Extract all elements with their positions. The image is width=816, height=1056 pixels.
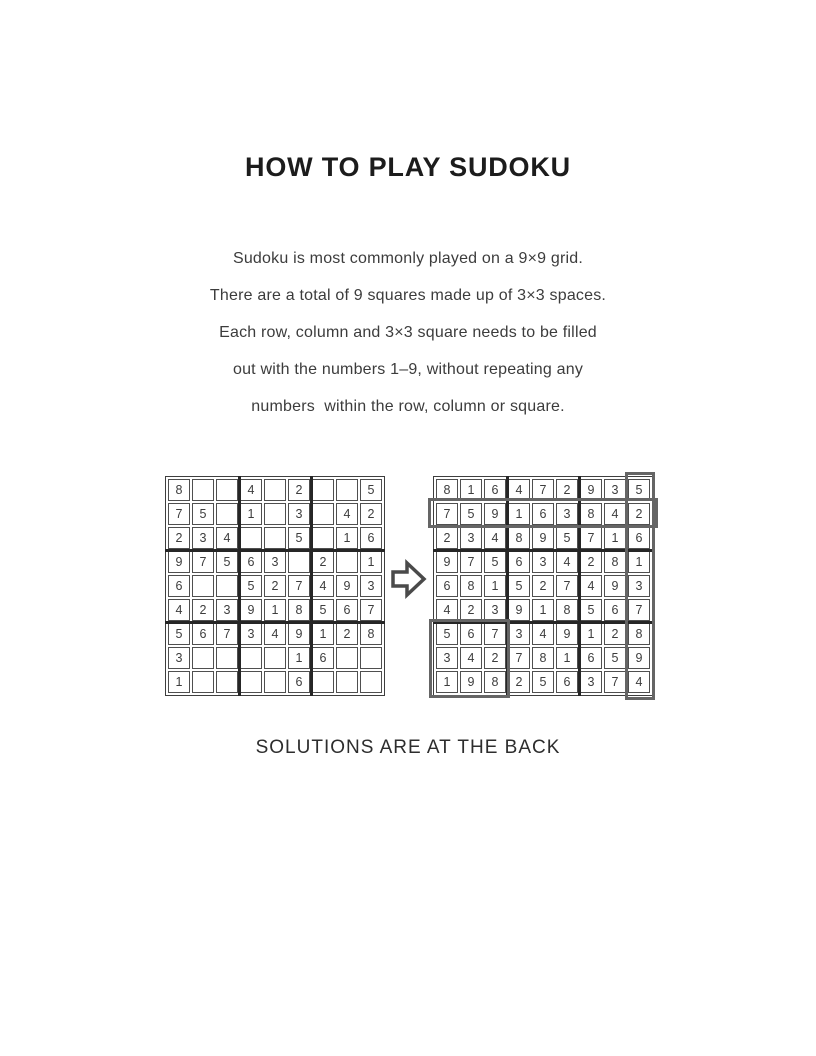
sudoku-cell: 4	[580, 575, 602, 597]
sudoku-cell: 9	[508, 599, 530, 621]
sudoku-cell	[312, 671, 334, 693]
sudoku-cell: 3	[556, 503, 578, 525]
sudoku-cell: 1	[240, 503, 262, 525]
sudoku-cell: 7	[508, 647, 530, 669]
sudoku-cell	[336, 551, 358, 573]
sudoku-cell	[312, 479, 334, 501]
intro-line: Sudoku is most commonly played on a 9×9 grid.	[232, 250, 584, 267]
sudoku-cell: 3	[168, 647, 190, 669]
sudoku-cell: 1	[556, 647, 578, 669]
intro-line: There are a total of 9 squares made up of 3×3 spaces.	[209, 287, 607, 304]
intro-line: numbers within the row, column or square.	[251, 398, 565, 415]
sudoku-cell: 6	[628, 527, 650, 549]
sudoku-cell: 5	[168, 623, 190, 645]
solution-grid	[433, 476, 653, 696]
sudoku-cell: 5	[216, 551, 238, 573]
block-separator	[433, 549, 653, 552]
sudoku-cell: 8	[580, 503, 602, 525]
sudoku-cell: 6	[192, 623, 214, 645]
sudoku-cell: 2	[556, 479, 578, 501]
sudoku-cell: 9	[604, 575, 626, 597]
sudoku-cell: 5	[484, 551, 506, 573]
sudoku-cell: 5	[604, 647, 626, 669]
sudoku-cell	[360, 647, 382, 669]
sudoku-cell: 6	[360, 527, 382, 549]
sudoku-cell: 2	[168, 527, 190, 549]
sudoku-cell: 7	[484, 623, 506, 645]
sudoku-cell: 4	[216, 527, 238, 549]
sudoku-cell	[192, 671, 214, 693]
sudoku-cell	[312, 527, 334, 549]
sudoku-cell: 5	[312, 599, 334, 621]
sudoku-cell: 8	[168, 479, 190, 501]
sudoku-cell: 6	[240, 551, 262, 573]
sudoku-cell	[216, 671, 238, 693]
sudoku-cell: 5	[556, 527, 578, 549]
sudoku-cell: 8	[460, 575, 482, 597]
block-separator	[578, 476, 581, 696]
intro-paragraph	[0, 240, 816, 425]
sudoku-cell: 5	[436, 623, 458, 645]
sudoku-cell: 6	[484, 479, 506, 501]
intro-line: Each row, column and 3×3 square needs to be filled	[219, 324, 597, 341]
sudoku-cell: 7	[288, 575, 310, 597]
sudoku-cell: 1	[336, 527, 358, 549]
sudoku-cell: 3	[360, 575, 382, 597]
sudoku-cell: 7	[628, 599, 650, 621]
sudoku-cell	[216, 575, 238, 597]
sudoku-cell: 4	[240, 479, 262, 501]
sudoku-cell: 1	[604, 527, 626, 549]
sudoku-cell: 5	[360, 479, 382, 501]
sudoku-cell: 5	[580, 599, 602, 621]
sudoku-cell: 3	[580, 671, 602, 693]
sudoku-cell: 6	[580, 647, 602, 669]
sudoku-cell: 1	[288, 647, 310, 669]
sudoku-cell: 7	[216, 623, 238, 645]
sudoku-cell: 1	[264, 599, 286, 621]
sudoku-cell: 3	[604, 479, 626, 501]
sudoku-cell: 8	[288, 599, 310, 621]
sudoku-cell: 8	[604, 551, 626, 573]
sudoku-cell: 1	[580, 623, 602, 645]
sudoku-cell: 4	[532, 623, 554, 645]
sudoku-cell: 2	[436, 527, 458, 549]
sudoku-cell: 5	[460, 503, 482, 525]
sudoku-cell: 8	[508, 527, 530, 549]
sudoku-cell: 2	[312, 551, 334, 573]
block-separator	[506, 476, 509, 696]
sudoku-cell: 9	[460, 671, 482, 693]
sudoku-cell: 5	[532, 671, 554, 693]
sudoku-cell: 2	[288, 479, 310, 501]
sudoku-cell: 5	[240, 575, 262, 597]
block-separator	[310, 476, 313, 696]
sudoku-cell: 6	[556, 671, 578, 693]
sudoku-cell: 1	[312, 623, 334, 645]
sudoku-cell: 9	[240, 599, 262, 621]
sudoku-cell: 7	[168, 503, 190, 525]
sudoku-cell	[192, 575, 214, 597]
sudoku-cell: 1	[168, 671, 190, 693]
sudoku-cell: 6	[168, 575, 190, 597]
sudoku-cell: 7	[556, 575, 578, 597]
sudoku-cell: 9	[532, 527, 554, 549]
sudoku-cell: 9	[168, 551, 190, 573]
sudoku-cell: 2	[604, 623, 626, 645]
arrow-icon	[390, 557, 428, 601]
sudoku-cell: 8	[436, 479, 458, 501]
footer-note: SOLUTIONS ARE AT THE BACK	[255, 737, 561, 758]
sudoku-cell	[240, 671, 262, 693]
sudoku-cell: 3	[532, 551, 554, 573]
sudoku-cell: 2	[580, 551, 602, 573]
sudoku-cell: 4	[336, 503, 358, 525]
sudoku-cell: 5	[288, 527, 310, 549]
sudoku-cell	[288, 551, 310, 573]
sudoku-cell: 5	[628, 479, 650, 501]
sudoku-cell: 9	[436, 551, 458, 573]
sudoku-cell	[216, 647, 238, 669]
sudoku-cell: 6	[288, 671, 310, 693]
sudoku-cell: 8	[628, 623, 650, 645]
sudoku-cell: 1	[460, 479, 482, 501]
intro-line: out with the numbers 1–9, without repeating any	[232, 361, 584, 378]
sudoku-cell: 6	[312, 647, 334, 669]
sudoku-cell: 3	[216, 599, 238, 621]
sudoku-cell: 7	[460, 551, 482, 573]
sudoku-cell: 2	[508, 671, 530, 693]
sudoku-cell	[216, 503, 238, 525]
block-separator	[165, 621, 385, 624]
sudoku-cell: 7	[604, 671, 626, 693]
sudoku-cell	[264, 527, 286, 549]
sudoku-cell: 1	[532, 599, 554, 621]
puzzle-grid	[165, 476, 385, 696]
sudoku-cell: 6	[508, 551, 530, 573]
sudoku-cell: 4	[168, 599, 190, 621]
sudoku-cell: 3	[264, 551, 286, 573]
sudoku-cell	[264, 479, 286, 501]
sudoku-cell	[312, 503, 334, 525]
sudoku-cell: 9	[556, 623, 578, 645]
sudoku-cell: 3	[192, 527, 214, 549]
sudoku-cell: 4	[460, 647, 482, 669]
sudoku-cell	[264, 671, 286, 693]
sudoku-cell: 3	[460, 527, 482, 549]
sudoku-cell: 4	[264, 623, 286, 645]
sudoku-cell: 4	[436, 599, 458, 621]
sudoku-cell	[216, 479, 238, 501]
sudoku-cell	[192, 479, 214, 501]
sudoku-cell: 2	[532, 575, 554, 597]
sudoku-cell: 4	[312, 575, 334, 597]
sudoku-cell: 9	[484, 503, 506, 525]
sudoku-cell: 7	[532, 479, 554, 501]
sudoku-cell	[264, 503, 286, 525]
sudoku-cell: 2	[460, 599, 482, 621]
sudoku-cell	[336, 479, 358, 501]
sudoku-cell: 6	[436, 575, 458, 597]
sudoku-cell: 3	[288, 503, 310, 525]
sudoku-cell: 3	[436, 647, 458, 669]
sudoku-cell: 1	[436, 671, 458, 693]
sudoku-cell: 8	[360, 623, 382, 645]
sudoku-cell: 8	[532, 647, 554, 669]
sudoku-cell	[336, 647, 358, 669]
sudoku-cell: 2	[264, 575, 286, 597]
sudoku-cell: 1	[508, 503, 530, 525]
sudoku-cell: 6	[532, 503, 554, 525]
sudoku-cell: 6	[604, 599, 626, 621]
sudoku-cell: 2	[628, 503, 650, 525]
sudoku-cell: 4	[508, 479, 530, 501]
sudoku-cell: 3	[628, 575, 650, 597]
sudoku-cell	[240, 527, 262, 549]
sudoku-cell: 9	[288, 623, 310, 645]
sudoku-cell	[336, 671, 358, 693]
sudoku-cell	[264, 647, 286, 669]
sudoku-cell: 7	[192, 551, 214, 573]
sudoku-cell: 5	[508, 575, 530, 597]
sudoku-cell: 6	[336, 599, 358, 621]
sudoku-cell: 1	[484, 575, 506, 597]
page-title: HOW TO PLAY SUDOKU	[245, 152, 571, 182]
sudoku-cell: 1	[628, 551, 650, 573]
sudoku-cell	[240, 647, 262, 669]
sudoku-cell: 8	[556, 599, 578, 621]
sudoku-cell	[192, 647, 214, 669]
sudoku-cell	[360, 671, 382, 693]
sudoku-cell: 4	[556, 551, 578, 573]
block-separator	[433, 621, 653, 624]
sudoku-cell: 3	[240, 623, 262, 645]
sudoku-cell: 4	[628, 671, 650, 693]
sudoku-cell: 9	[628, 647, 650, 669]
sudoku-cell: 9	[580, 479, 602, 501]
sudoku-cell: 1	[360, 551, 382, 573]
sudoku-cell: 2	[484, 647, 506, 669]
sudoku-cell: 6	[460, 623, 482, 645]
sudoku-cell: 4	[604, 503, 626, 525]
sudoku-cell: 3	[508, 623, 530, 645]
sudoku-cell: 2	[192, 599, 214, 621]
block-separator	[165, 549, 385, 552]
sudoku-cell: 7	[580, 527, 602, 549]
sudoku-cell: 2	[360, 503, 382, 525]
sudoku-cell: 8	[484, 671, 506, 693]
sudoku-cell: 7	[360, 599, 382, 621]
block-separator	[238, 476, 241, 696]
sudoku-cell: 4	[484, 527, 506, 549]
sudoku-cell: 3	[484, 599, 506, 621]
sudoku-cell: 9	[336, 575, 358, 597]
sudoku-cell: 7	[436, 503, 458, 525]
sudoku-cell: 5	[192, 503, 214, 525]
sudoku-cell: 2	[336, 623, 358, 645]
